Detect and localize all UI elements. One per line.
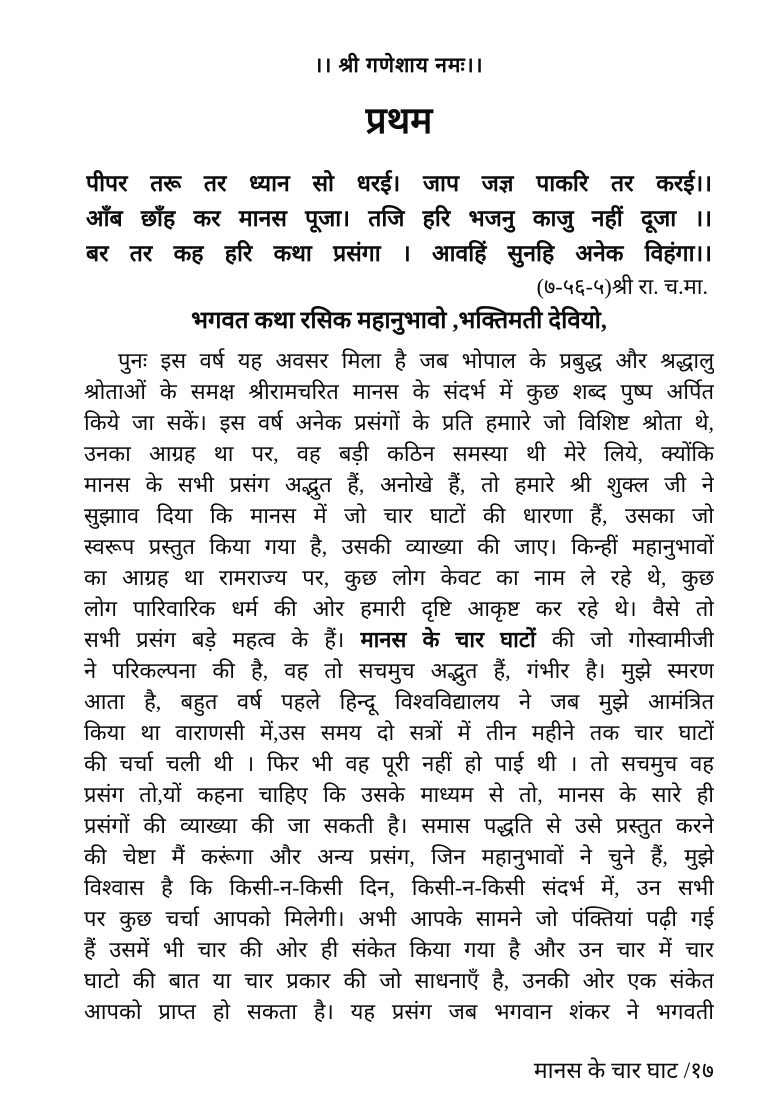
paragraph-line: पर कुछ चर्चा आपको मिलेगी। अभी आपके सामने जो पंक्तियां पढ़ी गई	[84, 906, 714, 931]
paragraph-line: किये जा सकें। इस वर्ष अनेक प्रसंगों के प्रति हमाारे जो विशिष्ट श्रोता थे,	[84, 410, 714, 435]
paragraph-line: मानस के सभी प्रसंग अद्भुत हैं, अनोखे हैं, तो हमारे श्री शुक्ल जी ने	[84, 472, 714, 497]
paragraph-line: प्रसंगों की व्याख्या की जा सकती है। समास पद्धति से उसे प्रस्तुत करने	[84, 813, 714, 838]
invocation-line: ।। श्री गणेशाय नमः।।	[314, 53, 484, 77]
bold-phrase: मानस के चार घाटों	[360, 627, 536, 652]
paragraph-text: सभी प्रसंग बड़े महत्व के हैं।	[84, 627, 361, 652]
paragraph-line: का आग्रह था रामराज्य पर, कुछ लोग केवट का नाम ले रहे थे, कुछ	[84, 565, 714, 590]
body-paragraph	[84, 345, 714, 1027]
paragraph-line-with-bold-phrase	[84, 624, 714, 655]
paragraph-line: आपको प्राप्त हो सकता है। यह प्रसंग जब भगवान शंकर ने भगवती	[84, 999, 714, 1024]
paragraph-text: की जो गोस्वामीजी	[535, 627, 714, 652]
paragraph-line: सुझााव दिया कि मानस में जो चार घाटों की धारणा हैं, उसका जो	[84, 503, 714, 528]
verse-line: पीपर तरू तर ध्यान सो धरई। जाप जज्ञ पाकरि तर करई।।	[86, 171, 712, 196]
paragraph-line: लोग पारिवारिक धर्म की ओर हमारी दृष्टि आकृष्ट कर रहे थे। वैसे तो	[84, 596, 714, 621]
paragraph-line: स्वरूप प्रस्तुत किया गया है, उसकी व्याख्या की जाए। किन्हीं महानुभावों	[84, 534, 714, 559]
paragraph-line: हैं उसमें भी चार की ओर ही संकेत किया गया है और उन चार में चार	[84, 937, 714, 962]
salutation-line: भगवत कथा रसिक महानुभावो ,भक्तिमती देवियो,	[191, 308, 607, 334]
verse-line: बर तर कह हरि कथा प्रसंगा । आवहिं सुनहि अनेक विहंगा।।	[86, 241, 712, 266]
chapter-title: प्रथम	[365, 101, 433, 142]
verse-block	[86, 166, 712, 303]
paragraph-line: उनका आग्रह था पर, वह बड़ी कठिन समस्या थी मेरे लिये, क्योंकि	[84, 441, 714, 466]
paragraph-line: विश्वास है कि किसी-न-किसी दिन, किसी-न-किसी संदर्भ में, उन सभी	[84, 875, 714, 900]
paragraph-line: श्रोताओं के समक्ष श्रीरामचरित मानस के संदर्भ में कुछ शब्द पुष्प अर्पित	[84, 379, 714, 404]
verse-attribution: (७-५६-५)श्री रा. च.मा.	[536, 274, 708, 299]
paragraph-line: किया था वाराणसी में,उस समय दो सत्रों में तीन महीने तक चार घाटों	[84, 720, 714, 745]
paragraph-line: घाटो की बात या चार प्रकार की जो साधनाएँ है, उनकी ओर एक संकेत	[84, 968, 714, 993]
verse-line: आँब छाँह कर मानस पूजा। तजि हरि भजनु काजु नहीं दूजा ।।	[86, 206, 712, 231]
paragraph-line: ने परिकल्पना की है, वह तो सचमुच अद्भुत हैं, गंभीर है। मुझे स्मरण	[84, 658, 714, 683]
paragraph-line: की चेष्टा मैं करूंगा और अन्य प्रसंग, जिन महानुभावों ने चुने हैं, मुझे	[84, 844, 714, 869]
paragraph-line: प्रसंग तो,यों कहना चाहिए कि उसके माध्यम से तो, मानस के सारे ही	[84, 782, 714, 807]
paragraph-line: आता है, बहुत वर्ष पहले हिन्दू विश्वविद्यालय ने जब मुझे आमंत्रित	[84, 689, 714, 714]
paragraph-line: पुनः इस वर्ष यह अवसर मिला है जब भोपाल के प्रबुद्ध और श्रद्धालु	[118, 348, 714, 373]
paragraph-line: की चर्चा चली थी । फिर भी वह पूरी नहीं हो पाई थी । तो सचमुच वह	[84, 751, 714, 776]
page-footer: मानस के चार घाट /१७	[533, 1058, 714, 1083]
